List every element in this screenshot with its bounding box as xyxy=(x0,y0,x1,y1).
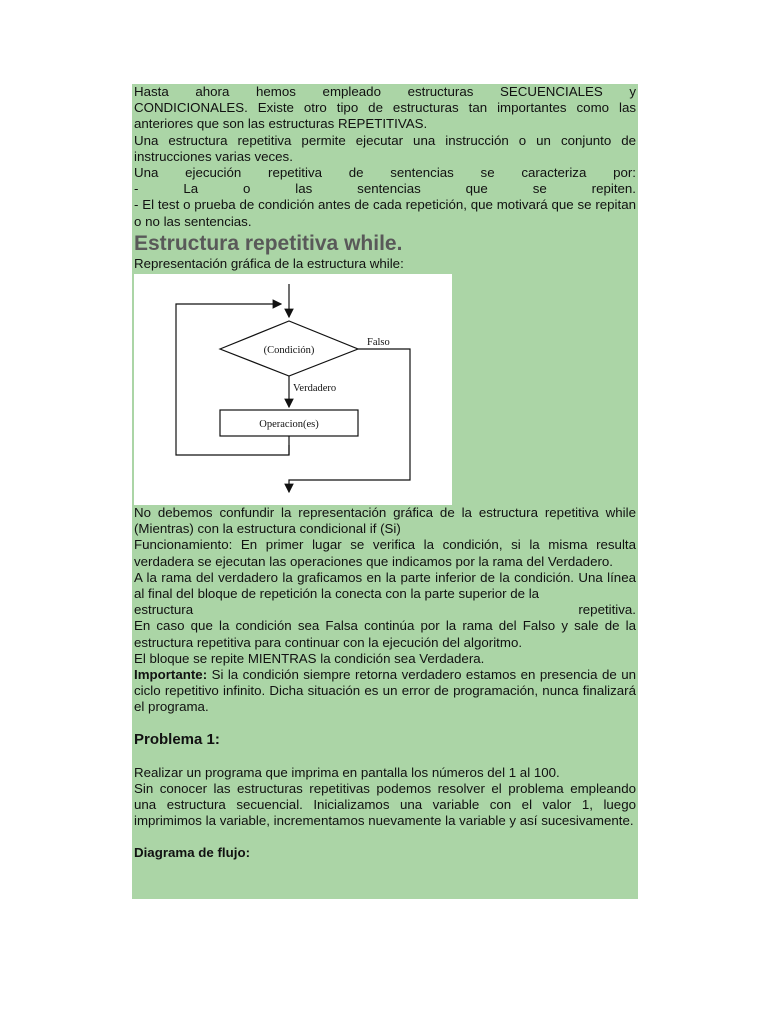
body-p3b: estructura repetitiva. xyxy=(134,602,636,618)
intro-line-1: Hasta ahora hemos empleado estructuras SECUENCIALES y xyxy=(134,84,636,99)
diagram-label: Diagrama de flujo: xyxy=(134,845,250,861)
flowchart-svg xyxy=(134,274,452,505)
body-p6 xyxy=(134,667,636,716)
intro-line-5: - La o las sentencias que se repiten. xyxy=(134,181,636,197)
problem-p1: Realizar un programa que imprima en pantalla los números del 1 al 100. xyxy=(134,764,560,780)
figure-caption: Representación gráfica de la estructura while: xyxy=(134,255,404,271)
body-p3a: A la rama del verdadero la graficamos en la parte inferior de la condición. Una línea al final del bloque de repetición la conecta con la parte superior de la xyxy=(134,569,636,602)
important-label: Importante: xyxy=(134,667,208,683)
problem-title: Problema 1: xyxy=(134,730,220,748)
body-p4: En caso que la condición sea Falsa continúa por la rama del Falso y sale de la estructura repetitiva para continuar con la ejecución del algoritmo. xyxy=(134,618,636,650)
condition-label: (Condición) xyxy=(263,345,315,357)
false-label: Falso xyxy=(367,337,390,349)
intro-line-4: Una ejecución repetitiva de sentencias se caracteriza por: xyxy=(134,165,636,181)
while-flowchart xyxy=(134,274,452,505)
important-text: Si la condición siempre retorna verdadero estamos en presencia de un ciclo repetitivo infinito. Dicha situación es un error de programación, nunca finalizará el programa. xyxy=(134,667,636,715)
true-label: Verdadero xyxy=(293,383,337,395)
operation-label: Operacion(es) xyxy=(259,419,319,431)
section-title: Estructura repetitiva while. xyxy=(134,231,403,255)
body-p5: El bloque se repite MIENTRAS la condición sea Verdadera. xyxy=(134,650,485,666)
content-panel xyxy=(132,84,638,899)
intro-line-2: CONDICIONALES. Existe otro tipo de estructuras tan importantes como las anteriores que son las estructuras REPETITIVAS. xyxy=(134,100,636,132)
intro-line-6: - El test o prueba de condición antes de cada repetición, que motivará que se repitan o no las sentencias. xyxy=(134,197,636,229)
body-p1: No debemos confundir la representación gráfica de la estructura repetitiva while (Mientras) con la estructura condicional if (Si) xyxy=(134,505,636,537)
intro-line-3: Una estructura repetitiva permite ejecutar una instrucción o un conjunto de instrucciones varias veces. xyxy=(134,132,636,164)
problem-p2: Sin conocer las estructuras repetitivas podemos resolver el problema empleando una estructura secuencial. Inicializamos una variable con el valor 1, luego imprimimos la variable, incrementamos nuevamente la variable y así sucesivamente. xyxy=(134,780,636,829)
body-p2: Funcionamiento: En primer lugar se verifica la condición, si la misma resulta verdadera se ejecutan las operaciones que indicamos por la rama del Verdadero. xyxy=(134,537,636,569)
